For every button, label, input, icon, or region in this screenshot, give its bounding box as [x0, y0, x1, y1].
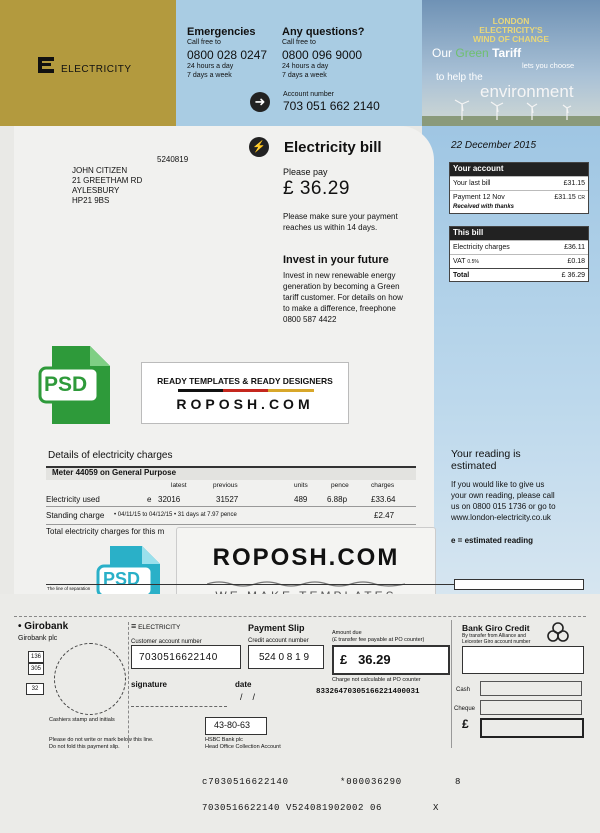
this-bill-title: This bill [450, 227, 588, 240]
amount-to-pay: £ 36.29 [283, 178, 350, 199]
customer-account-value: 7030516622140 [139, 652, 218, 663]
sort-code-field [205, 717, 267, 735]
promo-tariff: Tariff [492, 46, 522, 60]
reading-block [451, 448, 591, 545]
payment-note [283, 211, 398, 233]
payment-slip-title: Payment Slip [248, 623, 305, 633]
hsbc-label-1: HSBC Bank plc [205, 737, 243, 743]
used-units: 489 [294, 495, 308, 504]
header-latest: latest [171, 482, 187, 489]
account-number-value: 703 051 662 2140 [283, 99, 380, 113]
this-bill-box [449, 226, 589, 282]
micr-mark: 8 [455, 777, 461, 787]
questions-sub: Call free to [282, 39, 316, 46]
emergencies-hours1: 24 hours a day [187, 63, 234, 70]
total-field[interactable] [480, 718, 584, 738]
roposh-wave [207, 575, 405, 583]
banner-ready: READY TEMPLATES & READY DESIGNERS [157, 376, 333, 386]
amount-due-value: £ 36.29 [340, 652, 391, 667]
invest-freephone[interactable]: 0800 587 4422 [283, 315, 337, 324]
promo-our: Our [432, 46, 453, 60]
payment-note-1: Please make sure your payment [283, 212, 398, 221]
used-latest: 32016 [158, 495, 181, 504]
header-pence: pence [331, 482, 349, 489]
promo-line1: LONDON [492, 16, 530, 26]
slip-brand [131, 621, 180, 631]
side-panel [422, 126, 600, 616]
code-boxes [454, 579, 584, 590]
promo-environment: environment [480, 82, 574, 101]
this-bill-row-charges [450, 240, 588, 254]
standing-charges: £2.47 [374, 511, 395, 520]
signature-line[interactable] [131, 706, 227, 707]
barcode-number: 83326470305166221400031 [316, 688, 420, 696]
questions-block [282, 26, 412, 80]
invest-text-2: generation by becoming a Green [283, 282, 400, 291]
your-account-row-payment [450, 190, 588, 204]
date-field[interactable]: / / [240, 692, 256, 702]
girobank-plc: Girobank plc [18, 635, 58, 642]
last-bill-label: Your last bill [453, 180, 491, 187]
stub-code-1: 136 [28, 651, 44, 663]
payment-label: Payment 12 Nov [453, 194, 505, 201]
used-label: Electricity used [46, 495, 100, 504]
slip-brand-name: ELECTRICITY [138, 624, 181, 631]
banner-stripes [178, 389, 314, 392]
customer-account-field[interactable] [131, 645, 241, 669]
wind-turbines-icon [422, 98, 600, 126]
amount-due-label-2: (£ transfer fee payable at PO counter) [332, 637, 425, 643]
transfer-label-2: Leicester Giro account number [462, 639, 531, 645]
slip-cut-line [14, 616, 586, 617]
your-account-row-last [450, 176, 588, 190]
do-not-write [49, 737, 154, 751]
invest-text-3: tariff customer. For details on how [283, 293, 403, 302]
not-calculable: Charge not calculable at PO counter [332, 677, 421, 683]
promo-help: to help the [436, 72, 483, 83]
contact-panel [176, 0, 422, 126]
emergencies-block [187, 26, 297, 80]
psd-file-icon-green [38, 344, 118, 426]
reading-text-1: If you would like to give us [451, 480, 545, 489]
promo-line2: ELECTRICITY'S [479, 25, 543, 35]
sort-code-value: 43-80-63 [214, 720, 251, 730]
this-bill-row-total [450, 268, 588, 282]
stub-code-2: 305 [28, 663, 44, 675]
do-not-write-2: Do not fold this payment slip. [49, 744, 120, 750]
total-charges-label: Total electricity charges for this m [46, 527, 165, 536]
electricity-charges-label: Electricity charges [453, 244, 510, 251]
arrow-right-icon: ➜ [250, 92, 270, 112]
girobank-logo [18, 621, 68, 632]
electricity-charges-value: £36.11 [564, 244, 585, 251]
separation-label: The line of separation [47, 586, 91, 591]
roposh-box-site: ROPOSH.COM [212, 544, 400, 571]
used-charges: £33.64 [371, 495, 396, 504]
giro-account-field[interactable] [462, 646, 584, 674]
micr-line-2a: 7030516622140 V524081902002 06 [202, 803, 383, 813]
promo-title [422, 17, 600, 44]
header-previous: previous [213, 482, 238, 489]
credit-account-label: Credit account number [248, 638, 309, 644]
meter-label: Meter 44059 on General Purpose [52, 468, 177, 477]
invest-title: Invest in your future [283, 254, 389, 266]
invest-text [283, 270, 403, 325]
address-block [72, 166, 142, 206]
your-account-box [449, 162, 589, 214]
questions-hours1: 24 hours a day [282, 63, 329, 70]
customer-account-label: Customer account number [131, 639, 202, 645]
questions-phone[interactable]: 0800 096 9000 [282, 48, 363, 62]
account-number-label: Account number [283, 91, 334, 98]
last-bill-value: £31.15 [563, 180, 585, 187]
payment-value: £31.15 [554, 194, 576, 201]
estimated-reading-legend: e = estimated reading [451, 536, 534, 545]
reading-title2: estimated [451, 460, 497, 472]
vat-value: £0.18 [567, 258, 585, 265]
address-ref: 5240819 [157, 155, 189, 164]
address-line-street: 21 GREETHAM RD [72, 176, 143, 185]
green-tariff-promo [422, 0, 600, 126]
reading-website-link[interactable]: www.london-electricity.co.uk [451, 513, 551, 522]
payment-value-wrap [554, 191, 585, 205]
cashier-stamp-circle[interactable] [54, 643, 126, 715]
slip-right-divider [451, 620, 452, 748]
cheque-label: Cheque [454, 706, 476, 712]
hsbc-label-2: Head Office Collection Account [205, 744, 281, 750]
logo-panel [0, 0, 176, 126]
signature-label: signature [131, 680, 168, 689]
meter-bar [46, 466, 416, 480]
emergencies-title: Emergencies [187, 26, 256, 38]
transfer-label-1: By transfer from Alliance and [462, 633, 526, 639]
banner-site: ROPOSH.COM [176, 396, 314, 412]
please-pay-label: Please pay [283, 167, 328, 177]
used-previous: 31527 [216, 495, 239, 504]
promo-tariff-line [432, 46, 521, 60]
vat-rate: 0.5% [467, 259, 479, 265]
standing-label: Standing charge [46, 511, 105, 520]
do-not-write-1: Please do not write or mark below this line. [49, 737, 154, 743]
slip-vertical-divider [128, 622, 129, 748]
credit-account-value: 524 0 8 1 9 [259, 652, 310, 663]
address-line-town: AYLESBURY [72, 186, 120, 195]
promo-lets: lets you choose [522, 61, 575, 70]
reading-text-3: us on 0800 015 1736 or go to [451, 502, 556, 511]
cash-field[interactable] [480, 681, 582, 696]
stub-code-3: 32 [26, 683, 44, 695]
bill-date: 22 December 2015 [451, 140, 537, 151]
address-line-postcode: HP21 9BS [72, 196, 110, 205]
standing-charge-row [46, 509, 416, 522]
roposh-banner [141, 362, 349, 424]
bank-giro-title: Bank Giro Credit [462, 623, 530, 633]
plug-icon: ⚡ [249, 137, 269, 157]
invest-text-1: Invest in new renewable energy [283, 271, 396, 280]
brand-logo-icon [37, 56, 55, 74]
used-estimate-flag: e [147, 495, 152, 504]
electricity-used-row [46, 493, 416, 507]
cash-label: Cash [456, 687, 471, 693]
amount-due-label [332, 630, 424, 644]
details-title: Details of electricity charges [48, 450, 173, 461]
emergencies-sub: Call free to [187, 39, 221, 46]
payment-note-2: reaches us within 14 days. [283, 223, 378, 232]
hsbc-label [205, 737, 281, 751]
brand-name: ELECTRICITY [61, 64, 132, 75]
date-label: date [235, 680, 252, 689]
promo-line3: WIND OF CHANGE [472, 34, 550, 44]
micr-line-2b: X [433, 803, 439, 813]
emergencies-hours2: 7 days a week [187, 72, 232, 79]
amount-due-field[interactable] [332, 645, 450, 675]
psd-label-cyan: PSD [103, 569, 141, 589]
total-pound-sign: £ [462, 717, 469, 731]
cheque-field[interactable] [480, 700, 582, 715]
girobank-g-icon: • [18, 621, 22, 632]
cashier-label: Cashiers stamp and initials [49, 717, 115, 723]
invest-text-4: to make a difference, freephone [283, 304, 396, 313]
standing-detail: • 04/11/15 to 04/12/15 • 31 days at 7.97 pence [114, 512, 237, 518]
slip-logo-icon: ≡ [131, 621, 137, 631]
charges-header-row [46, 479, 416, 492]
questions-title: Any questions? [282, 26, 365, 38]
reading-title1: Your reading is [451, 448, 521, 460]
this-bill-row-vat [450, 254, 588, 268]
your-account-title: Your account [450, 163, 588, 176]
psd-label-green: PSD [44, 373, 88, 396]
used-pence: 6.88p [327, 495, 348, 504]
emergencies-phone[interactable]: 0800 028 0247 [187, 48, 268, 62]
address-line-name: JOHN CITIZEN [72, 166, 128, 175]
reading-text-2: your own reading, please call [451, 491, 555, 500]
promo-green: Green [455, 46, 489, 60]
total-label: Total [453, 272, 470, 279]
header-units: units [294, 482, 308, 489]
vat-label: VAT [453, 258, 466, 265]
bill-title: Electricity bill [284, 139, 382, 156]
transfer-label [462, 633, 530, 645]
header-charges: charges [371, 482, 395, 489]
total-value: £ 36.29 [561, 272, 585, 279]
bank-giro-logo-icon [546, 621, 570, 643]
micr-line-1b: *000036290 [340, 777, 403, 787]
micr-line-1a: c7030516622140 [202, 777, 289, 787]
credit-account-field[interactable] [248, 645, 324, 669]
amount-due-label-1: Amount due [332, 630, 362, 636]
payment-cr: CR [577, 195, 585, 201]
received-thanks: Received with thanks [453, 204, 515, 210]
questions-hours2: 7 days a week [282, 72, 327, 79]
girobank-name: Girobank [24, 621, 69, 632]
